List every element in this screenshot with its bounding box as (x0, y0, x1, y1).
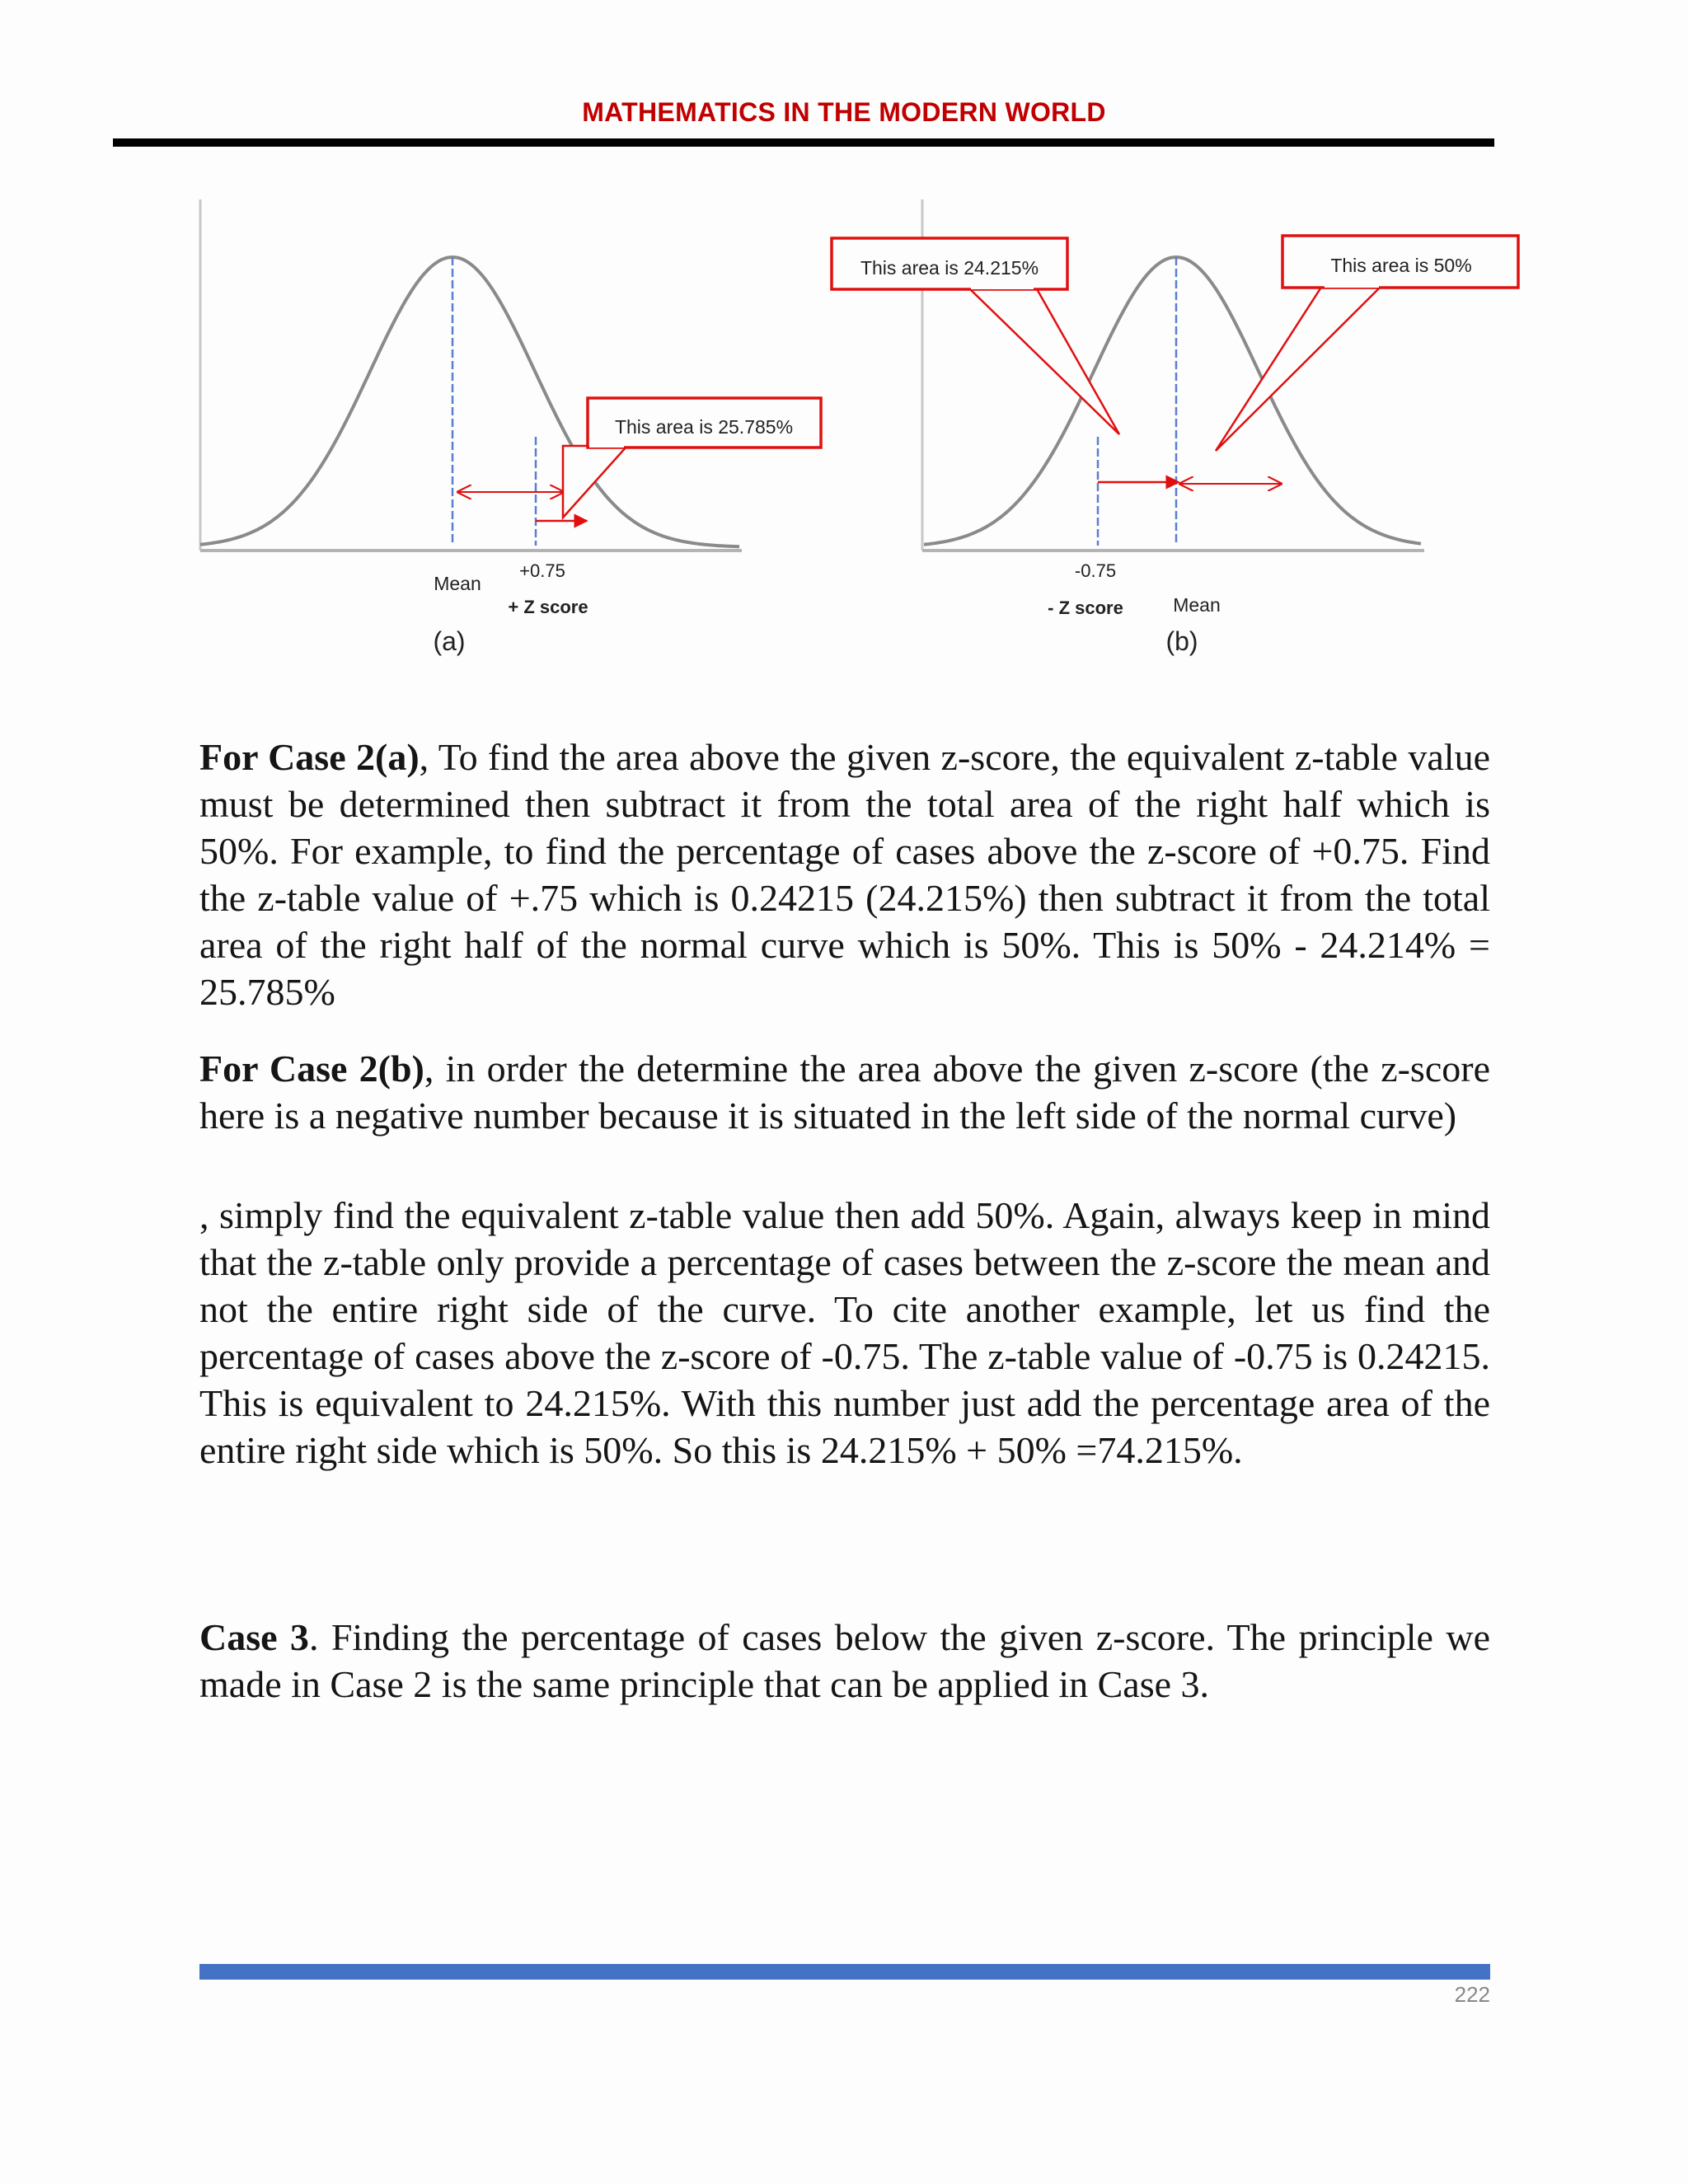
figure-a-mean-label: Mean (434, 573, 481, 594)
figure-b-right-callout-text: This area is 50% (1330, 255, 1472, 276)
case-2a-text: , To find the area above the given z-score, the equivalent z-table value must be determined then subtract it from the total area of the right half which is 50%. For example, to find the percentage of cases above the z-score of +0.75. Find the z-table value of +.75 which is 0.24215 (24.215%) then subtract it from the total area of the right half of the normal curve which is 50%. This is 50% - 24.214% = 25.785% (199, 736, 1490, 1013)
figure-a-z-value-label: +0.75 (519, 560, 565, 581)
figure-b-right-callout-pointer (1216, 286, 1381, 451)
page-number: 222 (1454, 1982, 1490, 2007)
paragraph-case-2b-continued (199, 1192, 1490, 1474)
page-header-title: MATHEMATICS IN THE MODERN WORLD (582, 97, 1106, 127)
figure-a-callout-text: This area is 25.785% (614, 416, 794, 438)
figure-a-z-axis-label: + Z score (508, 597, 588, 617)
normal-curve-figures (0, 0, 1688, 676)
paragraph-case-2a (199, 733, 1490, 1015)
figure-b (832, 199, 1518, 656)
figure-b-caption: (b) (1165, 626, 1198, 656)
figure-b-left-callout-pointer (968, 288, 1119, 434)
figure-b-z-axis-label: - Z score (1048, 598, 1123, 618)
case-2b-heading: For Case 2(b) (199, 1047, 424, 1090)
figure-b-z-value-label: -0.75 (1074, 560, 1117, 581)
case-2a-heading: For Case 2(a) (199, 736, 420, 778)
figure-a-caption: (a) (433, 626, 466, 656)
figure-b-mean-label: Mean (1173, 594, 1221, 616)
case-2b-continued-text: , simply find the equivalent z-table value then add 50%. Again, always keep in mind that the z-table only provide a percentage of cases between the z-score the mean and not the entire right side of the curve. To cite another example, let us find the percentage of cases above the z-score of -0.75. The z-table value of -0.75 is 0.24215. This is equivalent to 24.215%. With this number just add the percentage area of the entire right side which is 50%. So this is 24.215% + 50% =74.215%. (199, 1194, 1490, 1471)
figure-b-left-callout-text: This area is 24.215% (860, 257, 1039, 279)
figure-a (200, 199, 821, 656)
paragraph-case-2b (199, 1045, 1490, 1139)
case-3-heading: Case 3 (199, 1616, 309, 1658)
case-2b-text: , in order the determine the area above the given z-score (the z-score here is a negative number because it is situated in the left side of the normal curve) (199, 1047, 1490, 1137)
footer-rule (199, 1964, 1490, 1980)
case-3-text: . Finding the percentage of cases below the given z-score. The principle we made in Case 2 is the same principle that can be applied in Case 3. (199, 1616, 1490, 1705)
paragraph-case-3 (199, 1614, 1490, 1708)
